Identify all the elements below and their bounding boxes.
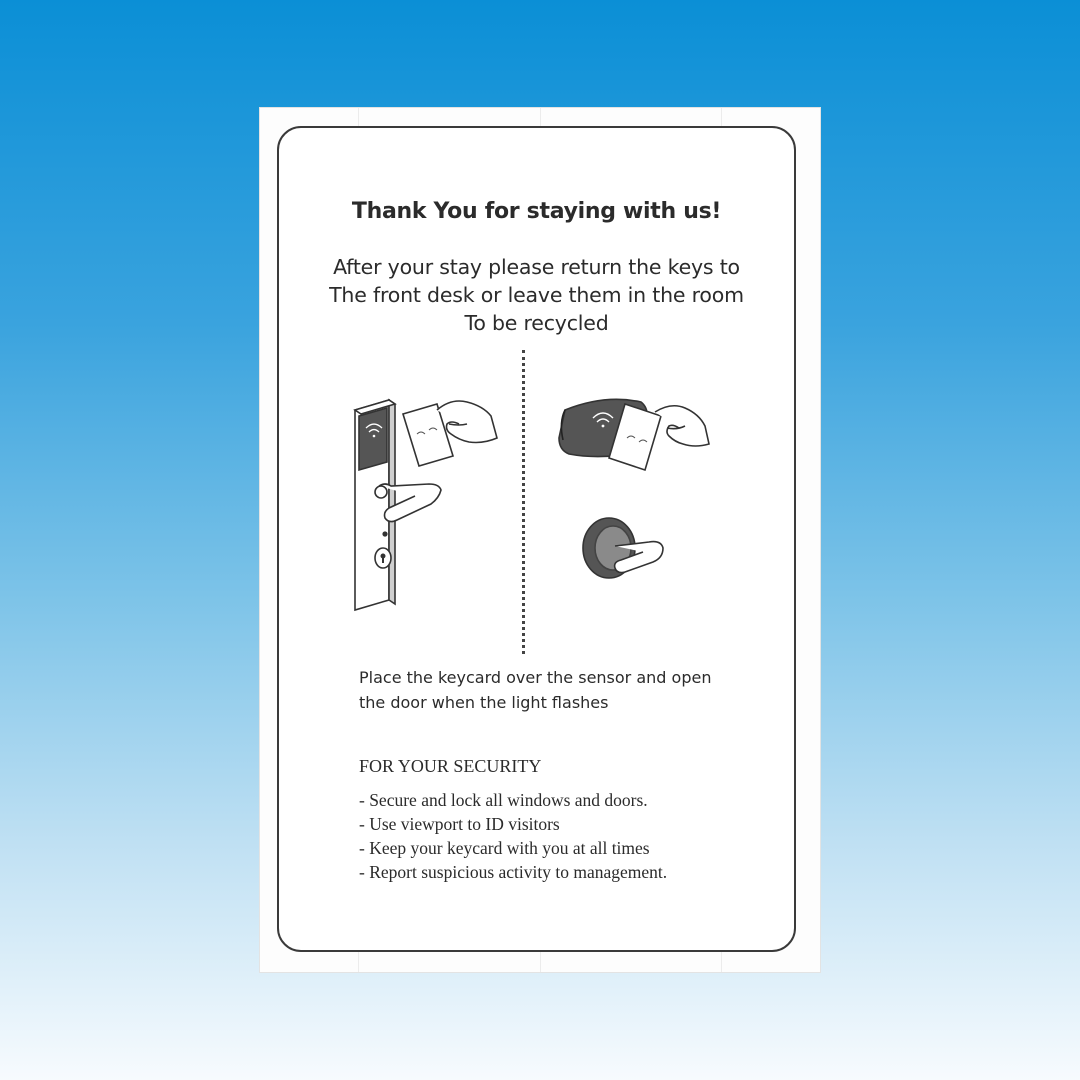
instruction-line: Place the keycard over the sensor and open [359, 668, 712, 687]
subtitle-line: After your stay please return the keys to [333, 255, 740, 279]
keycard-instruction [359, 665, 779, 715]
sign-card [277, 126, 796, 952]
security-list [359, 788, 667, 884]
sign-document [260, 108, 820, 972]
lever-handle-icon [583, 518, 663, 578]
security-item: - Secure and lock all windows and doors. [359, 790, 648, 810]
security-item: - Use viewport to ID visitors [359, 814, 560, 834]
sign-title: Thank You for staying with us! [351, 199, 722, 224]
card-reader-with-keycard-icon [559, 399, 709, 470]
instruction-line: the door when the light flashes [359, 693, 609, 712]
subtitle-line: The front desk or leave them in the room [329, 283, 744, 307]
door-lock-with-keycard-icon [355, 400, 497, 610]
security-heading: FOR YOUR SECURITY [359, 756, 542, 776]
dotted-divider [522, 350, 525, 654]
security-item: - Report suspicious activity to management. [359, 862, 668, 882]
security-item: - Keep your keycard with you at all times [359, 838, 650, 858]
subtitle-line: To be recycled [464, 311, 609, 335]
